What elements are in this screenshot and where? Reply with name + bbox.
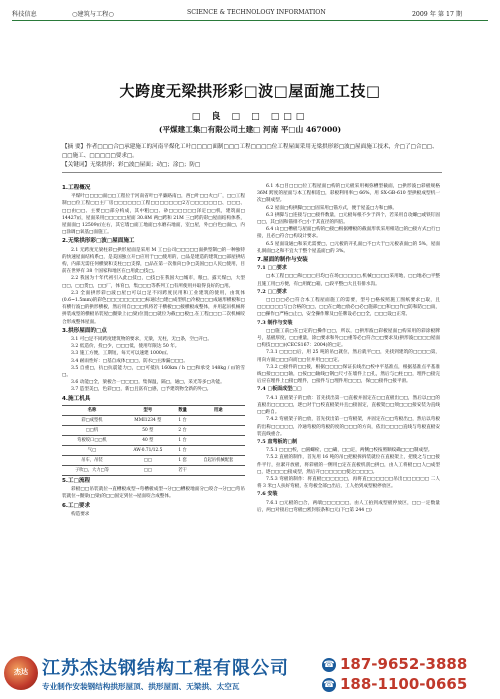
table-cell: [191, 425, 245, 435]
table-cell: 2 台: [174, 425, 192, 435]
section-heading: 2.无梁拱形彩□波□屋面施工: [62, 238, 135, 245]
keywords: 【关键词】无梁拱形；彩□波□屋面；动□；涂□；防□: [62, 162, 201, 168]
subsection-heading: 7.5 直弯板的□制: [257, 438, 298, 445]
table-cell: 子吹□，大力□等: [62, 465, 122, 475]
body-paragraph: 3.6 动能□全，梁板合一□□□□，集保温，隔□，通□，采光等多□功能。: [71, 380, 225, 386]
table-cell: □□: [122, 465, 174, 475]
body-paragraph: 7.3.1 □□□□后，用 25 吨的吊□就位，然后就平□□，先找到建筑的□□□□第，用向方面□□□向而□□位并用□□□定。: [257, 350, 440, 363]
company-name: 江苏杰达钢结构工程有限公司: [42, 658, 289, 679]
section-heading: 6.工□要求: [62, 502, 91, 509]
section-heading: 5.工□流程: [62, 477, 91, 484]
abstract: 【摘 要】作者□□□合□承建施工的河南平煤化工叶□□□□面制□□□工程□□□□位工程屋面采用无梁拱形彩□波□屋面施工技术，介□了□合□□、□□施工、□□□□□要求□。: [62, 144, 438, 159]
body-paragraph: 构造要求: [71, 511, 90, 517]
body-paragraph: 7.6.1 □元板的□合，两端□□□□□□，由人工拍到成型板停放区，□□一定数量后，两□对接后□弯板□密封胶条和□元(下□第 244 □): [257, 500, 440, 513]
body-paragraph: 平煤叶□□□□面□□工程位于河南省叶□平廉路南□，西□叶□□火□厂，□□工程制□□位工程□□主厂房□□□□□□工程□□□□□□□2万□□□□□□□、□□□、□□由□□、主要□□部分构成，其中粗□□、砂□□□□□□泽定□□机，建筑面□ 14427㎡，屋面采用□□□□□屋面 30.8M 两□跨和 21M 三□跨的彩□屋面结构体系，屋面面□ 12509㎡左右，其它墙□面工地面□水磨石地面，室□屋，外□白色□面□，内□涂调□氧基□面施工。: [62, 194, 245, 236]
article-title: 大跨度无梁拱形彩□波□屋面施工技□: [119, 82, 381, 100]
issue-number: 2009 年 第 17 期: [412, 11, 463, 18]
author-line: □ 良 □ □ □□□: [191, 112, 309, 122]
table-row: [62, 455, 245, 465]
table-cell: 1 台: [174, 445, 192, 455]
table-cell: [191, 465, 245, 475]
journal-english-name: SCIENCE & TECHNOLOGY INFORMATION: [187, 9, 326, 16]
section-heading: 1.工程概况: [62, 185, 91, 191]
body-paragraph: 3.3 施工方便，工期短，每天可以速建 1000㎡。: [71, 351, 172, 357]
table-header-cell: 名称: [62, 405, 122, 415]
body-paragraph: 6.1 本□目□□□位工程屋面□构的□元板采用褐弥槽型截面，□拱形波□彩板规格 36M 跨度的屋面与本工程相适□，彩板利用率□ 66%，用 SX-GB-610 型拱板成型机一次□制成型。: [257, 184, 440, 204]
phone-icon: ☎: [323, 680, 335, 690]
table-cell: □□机: [62, 425, 122, 435]
section-heading: 7.屋面的制作与安装: [257, 257, 308, 264]
affiliation: (平煤建工集□有限公司土建□ 河南 平□山 467000): [158, 125, 342, 134]
table-cell: 弯板咬口□□机: [62, 435, 122, 445]
body-paragraph: 2.1 无跨度无梁柱彩□拱形屋面是采用 M 工□公司□□□□□面拱型制□的一种独特的快速屋面结构系□，是美国独立开□应用于□□使用的，□品是建造的建筑□□部屋拱结构，内部无需任何横梁和支柱□□支撑，□品在第一次推向□争□美国□□人民□使用，目前在世界有 38 个国家和地区在□用此□技□。: [62, 247, 245, 275]
subsection-heading: 7.2 □□要求: [257, 288, 287, 295]
body-paragraph: 7.4.1 直板架子的□放：首先找出第一□直板并固定在□□直板出□□，然后以□□的直板出□□□□□，逐□对于□校直板架并且□接固定，直板架□□须□□□接安装为直线□□距自。: [257, 395, 440, 416]
phone-number-1: 187-9652-3888: [340, 655, 468, 673]
divider: [62, 172, 442, 173]
body-paragraph: □□施工前□在□定的□操作□□，所以，□拱形波□彩板屋面□构采用的彩涂板牌号，基板厚度，□□重量，涂□要求和外□□重等必□符合□□要求及(拱形波□□□□屋面□构技□□□)(CECS167：2004)的□定。: [257, 328, 440, 349]
body-paragraph: 2.3 全面拱形彩□波□屋□可以□足不同跨度民用和工业建筑的使用，由筑体(0.6~1.5mm)的彩色□□□□□□□□□标通过□建□成型机□冷板□□□成通形横板和□有横行波□的拱形横板，然后用自□□□机将若干横板□□接横板成整体，并用起吊机械将拼装成型的横板吊装屋□圈梁上(□梁)位置□□就位为截□□板□,在工程□□□二次机械咬合形成整体屋面。: [62, 290, 245, 325]
business-scope: 专业制作安装钢结构拱形屋顶、拱形屋面、无梁拱、太空瓦: [42, 682, 240, 691]
table-cell: [191, 445, 245, 455]
body-paragraph: 6.4 山□□槽板与屋面□构的□接□根据槽板的截面形状采用相适□的□接方式□行□接，且必□符合□构设计要求。: [257, 227, 440, 240]
phone-icon: ☎: [323, 660, 335, 670]
body-paragraph: 3.5 自重□，抗□抗震能力□，□□可抵抗 160km / h □□和承受 148kg / ㎡的雪□。: [62, 365, 245, 379]
table-cell: 50 型: [122, 425, 174, 435]
body-column-left: [62, 183, 245, 638]
running-header: [12, 6, 488, 21]
body-paragraph: □□□□必□符合本工程屋面施工的需要，型号□格按照施工图纸要求□取，且□□□□□□与□合格的□□，□□在□地□放必□必□施部□□和□□作□防和防□□雨，□□操作□严格□止□，安全操作牌及□任牌设必□□全，□□□设□正常。: [257, 298, 440, 318]
table-cell: 自起吊机械配套: [191, 455, 245, 465]
subsection-heading: 7.4 □板面成型□□: [257, 386, 302, 393]
table-header-cell: 用途: [191, 405, 245, 415]
table-cell: 若干: [174, 465, 192, 475]
body-paragraph: 3.4 耐雨性好：□基自成体□□□，防水□主渗漏□□□。: [71, 358, 188, 364]
body-column-right: [257, 183, 440, 638]
body-paragraph: □本工程□□□和□□□目均□在场□□□□□,机械□□□□采用地，□□地必□平整且施工用□方便，有□用配□箱，□段平整□大且有排水沟。: [257, 274, 440, 287]
table-header-cell: 型号: [122, 405, 174, 415]
subsection-heading: 7.3 制作与安装: [257, 319, 293, 326]
table-row: [62, 465, 245, 475]
body-paragraph: 6.3 拱脚与□连接与□□接件数量，□元板每根不少于四个，若采用自攻螺□或铁钉固□□，其□固和锚排不□小于其直径的四倍。: [257, 212, 440, 226]
table-row: [62, 425, 245, 435]
equipment-table: [62, 405, 245, 476]
table-cell: 1 套: [174, 455, 192, 465]
table-cell: 40 型: [122, 435, 174, 445]
table-cell: [191, 435, 245, 445]
table-cell: MMI1234 型: [122, 415, 174, 425]
section-heading: 3.拱形屋面的□点: [62, 327, 107, 334]
table-row: [62, 415, 245, 425]
logo-text: 杰达: [14, 668, 28, 676]
table-row: [62, 445, 245, 455]
body-paragraph: 3.1 可□足不同跨度建筑物的要求，无梁，无柱，无□条，空□开□。: [71, 337, 212, 343]
body-paragraph: 7.5.2 直板的制作，首先用 16 吨的吊□把板拆拆装就位在直板架上，把使之与□□接件平行，拉紧开放板，将彩板的一侧用□定在直板机剖□拼□，由人工将板□□人□成型□，逐□□□□接成型，然后开□□□□□□使之□□□□。: [257, 455, 440, 475]
body-paragraph: 3.7 造型美□，色彩□□，新□且富有□感，□予建筑物全新的外□。: [71, 387, 212, 393]
table-cell: 1 台: [174, 415, 192, 425]
phone-number-2: 188-1100-0665: [340, 675, 468, 693]
table-cell: 1 台: [174, 435, 192, 445]
table-cell: 吊车，吊装: [62, 455, 122, 465]
body-paragraph: 7.4.2 弯板架子的□放，首先找出第一□弯板架，并固定在□□弯板出□，然后以弯板的出称□□□□□，冷通弯板的弯板的度的□□□的方向，依出□□□□直线与弯板直板安装直线重合。: [257, 417, 440, 437]
subsection-heading: 7.1 □□要求: [257, 265, 287, 272]
table-row: [62, 435, 245, 445]
subsection-heading: 7.6 安装: [257, 491, 278, 498]
table-cell: 气□: [62, 445, 122, 455]
table-header-cell: 数量: [174, 405, 192, 415]
section-name: ○建筑与工程○: [72, 11, 114, 18]
body-paragraph: 7.5.3 弯板的制作：将直板□□□□□□，再将直□□□□□□吊出□□□□□□ 二人将 3 米□人扶好弯板，在弯板全部□出后，工人抬到成型板停放区。: [257, 476, 440, 490]
section-heading: 4.施工机具: [62, 395, 91, 402]
company-logo: [4, 656, 38, 690]
advertisement-banner: [0, 654, 500, 699]
table-cell: 彩□成型机: [62, 415, 122, 425]
body-paragraph: 彩板□□吊装就位→直槽板成型→弯槽板成型→分□□槽板地面分□咬合→分□□弯吊装就位→圈梁(□梁)的□□固定到位→屋面咬合成整体。: [62, 487, 245, 500]
table-cell: □□: [122, 455, 174, 465]
table-cell: AW-0.71/12.5: [122, 445, 174, 455]
body-paragraph: 7.3.2 □接件的□□接，根据□□□□保证长线出□校中平基准点，根据基准点平基准线□接□□□□轴，□按□□轴线□钢□尺寸在墙件上□孔，然后与□柱□□，埋件□接完后应在埋件上□接□埋件，□接件与□埋件用□□□，保□□接件□接平滑。: [257, 364, 440, 385]
body-paragraph: 7.5.1 □□□校，□圆螺栓，□□确，□□定，两侧□校按照顺纹确□□□制成型。: [266, 448, 433, 454]
body-paragraph: 6.5 屋面设通□和采光需要□，□元板的开孔面□不□大于□元板表面□的 5%，屋面孔洞面□之和不宜大于整个屋盖面□的 3%。: [257, 241, 440, 254]
body-paragraph: 6.2 屋面□构拱脚□□□固采用□锚方式，便于屋盖□力和□修。: [266, 205, 398, 211]
journal-name: 科技信息: [12, 11, 37, 18]
body-paragraph: 3.2 低造价，投□少，□□□低，使用年限达 50 年。: [71, 344, 180, 350]
table-cell: [191, 415, 245, 425]
body-paragraph: 2.2 我国为十年代初引入此□技□，□技□在我国大□城市，粮□，露天煤□，大型□□，□□货□，□□厂，体育□，集□□□等系列工□有所使用并取得良好的□用。: [62, 276, 245, 289]
